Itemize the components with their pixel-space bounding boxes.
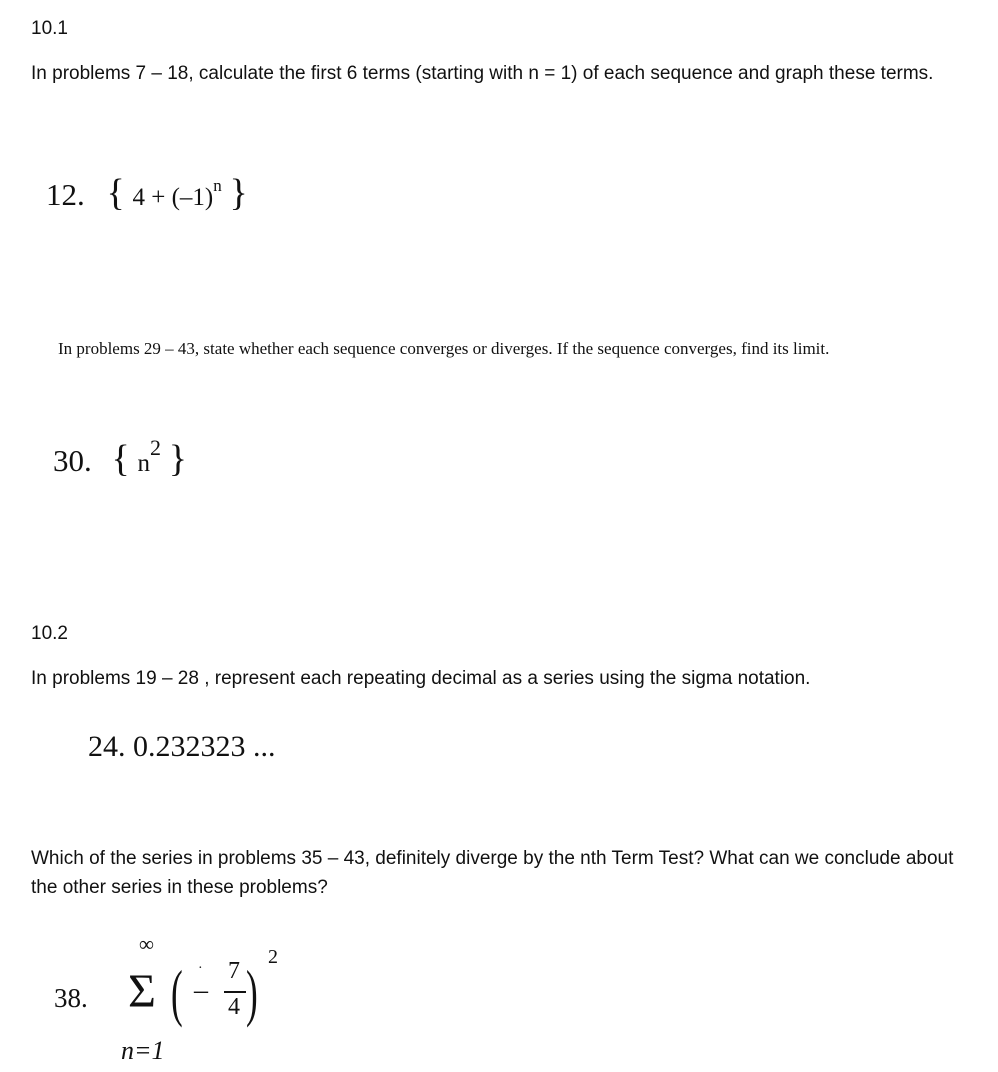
close-brace: }	[229, 172, 248, 214]
instructions-problems-19-28: In problems 19 – 28 , represent each repeating decimal as a series using the sigma notation.	[31, 668, 811, 689]
section-heading-10-2: 10.2	[31, 623, 68, 644]
exponent: 2	[268, 946, 278, 968]
sigma-symbol: Σ	[128, 965, 156, 1018]
instructions-nth-term-test: Which of the series in problems 35 – 43, definitely diverge by the nth Term Test? What can we conclude about the other series in these problems?	[31, 848, 954, 898]
fraction-bar	[224, 991, 246, 993]
problem-number: 12.	[46, 177, 85, 212]
fraction-numerator: 7	[228, 958, 240, 984]
minus-sign: –	[194, 975, 208, 1006]
instructions-problems-7-18: In problems 7 – 18, calculate the first 6 terms (starting with n = 1) of each sequence and graph these terms.	[31, 63, 934, 84]
problem-12	[46, 166, 248, 218]
problem-number: 24.	[88, 730, 126, 763]
lower-limit: n=1	[121, 1036, 165, 1065]
sequence-base: n	[137, 450, 150, 477]
open-brace: {	[111, 438, 130, 480]
open-brace: {	[106, 172, 125, 214]
exponent: 2	[150, 435, 161, 460]
exponent: n	[213, 176, 222, 195]
open-paren: (	[171, 957, 183, 1028]
close-paren: )	[246, 957, 258, 1028]
sequence-expression: 4 + (–1)	[132, 184, 214, 211]
dot: ·	[198, 961, 203, 976]
close-brace: }	[168, 438, 187, 480]
fraction-denominator: 4	[228, 994, 240, 1020]
section-heading-10-1: 10.1	[31, 18, 68, 39]
repeating-decimal: 0.232323 ...	[133, 730, 276, 763]
problem-number: 38.	[54, 983, 88, 1013]
upper-limit: ∞	[139, 932, 154, 956]
problem-30	[53, 428, 187, 484]
problem-24	[88, 728, 276, 766]
problem-number: 30.	[53, 443, 92, 478]
instructions-problems-29-43: In problems 29 – 43, state whether each sequence converges or diverges. If the sequence converges, find its limit.	[58, 339, 830, 358]
